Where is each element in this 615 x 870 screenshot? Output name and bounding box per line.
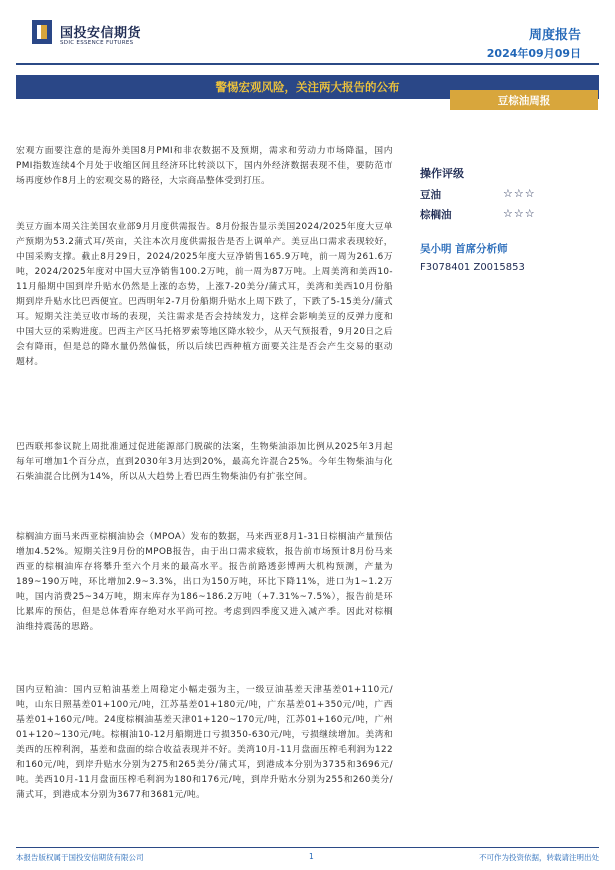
page-number: 1 [309, 852, 314, 861]
report-title: 警惕宏观风险，关注两大报告的公布 [215, 80, 400, 94]
header-divider [16, 63, 599, 65]
footer-disclaimer: 不可作为投资依据，转载请注明出处 [479, 853, 599, 862]
logo-name: 国投安信期货 [60, 26, 142, 41]
footer-divider [16, 847, 599, 848]
rating-name-soybean-oil: 豆油 [420, 189, 441, 201]
rating-heading: 操作评级 [420, 167, 464, 180]
report-date: 2024年09月09日 [486, 47, 581, 60]
paragraph-brazil-biodiesel: 巴西联邦参议院上周批准通过促进能源部门脱碳的法案，生物柴油添加比例从2025年3月起每年可增加1个百分点，直到2030年3月达到20%，最高允许混合25%。今年生物柴油与化石柴油混合比例为14%，所以从大趋势上看巴西生物柴油仍有扩张空间。 [16, 442, 393, 482]
rating-stars-soybean-oil: ☆☆☆ [503, 187, 536, 200]
paragraph-palm-oil: 棕榈油方面马来西亚棕榈油协会（MPOA）发布的数据，马来西亚8月1-31日棕榈油产量预估增加4.52%。短期关注9月份的MPOB报告，由于出口需求疲软，报告前市场预计8月份马来西亚的棕榈油库存将攀升至六个月来的最高水平。报告前路透彭博两大机构预测，产量为189~190万吨，环比增加2.9~3.3%，出口为150万吨，环比下降11%，进口为1~1.2万吨，国内消费25~34万吨，期末库存为186~186.2万吨（+7.31%~7.5%），报告前是环比累库的预估，但是总体看库存绝对水平尚可控。考虑到四季度又进入减产季。因此对棕榈油维持震荡的思路。 [16, 532, 393, 632]
paragraph-macro: 宏观方面要注意的是海外美国8月PMI和非农数据不及预期，需求和劳动力市场降温，国内PMI指数连续4个月处于收缩区间且经济环比转淡以下，国内外经济数据表现不佳，要防范市场再度炒作8月上的宏观交易的路径，大宗商品整体受到打压。 [16, 146, 393, 186]
paragraph-domestic: 国内豆粕油：国内豆粕油基差上周稳定小幅走强为主，一级豆油基差天津基差01+110元/吨，山东日照基差01+100元/吨，江苏基差01+180元/吨，广东基差01+350元/吨，广西基差01+160元/吨。24度棕榈油基差天津01+120~170元/吨，江苏01+160元/吨，广州01+120~130元/吨。棕榈油10-12月船期进口亏损350-630元/吨，亏损继续增加。美湾和美西的压榨利润，基差和盘面的综合收益表现并不好。美湾10月-11月盘面压榨毛利润为122和160元/吨，到岸升贴水分别为275和265美分/蒲式耳，到港成本分别为3735和3696元/吨。美西10月-11月盘面压榨毛利润为180和176元/吨，到岸升贴水分别为255和260美分/蒲式耳，到港成本分别为3677和3681元/吨。 [16, 685, 393, 800]
footer-copyright: 本报告版权属于国投安信期货有限公司 [16, 853, 144, 862]
company-logo-icon [32, 20, 52, 44]
report-tag-label: 豆棕油周报 [497, 95, 551, 107]
logo-english-name: SDIC ESSENCE FUTURES [60, 40, 134, 46]
rating-name-palm-oil: 棕榈油 [420, 209, 452, 221]
analyst-name: 吴小明 首席分析师 [420, 243, 508, 255]
paragraph-us-soy: 美豆方面本周关注美国农业部9月月度供需报告。8月份报告显示美国2024/2025年度大豆单产预期为53.2蒲式耳/英亩，关注本次月度供需报告是否上调单产。美豆出口需求表现较好，中国采购支撑。截止8月29日，2024/2025年度大豆净销售165.9万吨，前一周为261.6万吨，2024/2025年度对中国大豆净销售100.2万吨，前一周为87万吨。上周美湾和美西10-11月船期中国到岸升贴水仍然是上涨的态势，上涨7-20美分/蒲式耳，美湾和美西10月份船期到岸升贴水比巴西便宜。巴西明年2-7月份船期升贴水上周下跌了，下跌了5-15美分/蒲式耳。短期关注美豆收市场的表现，关注需求是否会持续发力，这样会影响美豆的反弹力度和中国大豆的采购进度。巴西主产区马托格罗索等地区降水较少，从天气预报看，9月20日之后会有降雨，但是总的降水量仍然偏低，所以后续巴西种植方面要关注是否会产生交易的驱动题材。 [16, 222, 393, 367]
rating-stars-palm-oil: ☆☆☆ [503, 207, 536, 220]
analyst-license: F3078401 Z0015853 [420, 262, 525, 273]
report-type: 周度报告 [528, 28, 581, 43]
